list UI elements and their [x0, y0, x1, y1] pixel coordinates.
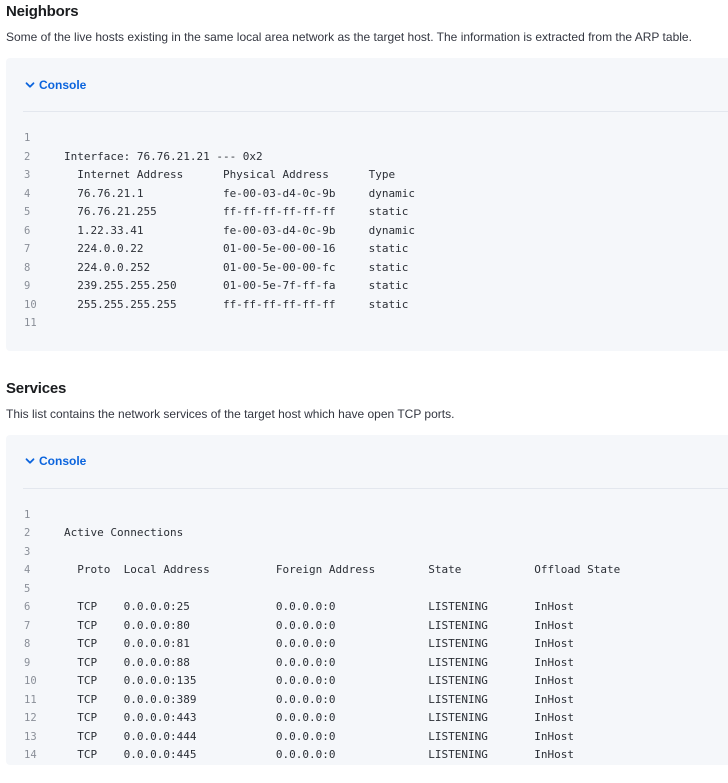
line-number: 8 — [24, 261, 31, 274]
line-number: 3 — [24, 545, 31, 558]
neighbors-description: Some of the live hosts existing in the same local area network as the target host. The information is extracted from the ARP table. — [6, 30, 692, 44]
line-number: 2 — [24, 527, 31, 539]
line-number: 12 — [24, 712, 37, 724]
code-line — [6, 240, 728, 259]
line-number: 5 — [24, 582, 31, 595]
code-line — [6, 222, 728, 241]
line-text: Internet Address Physical Address Type — [64, 168, 396, 181]
code-line — [6, 314, 728, 333]
code-line — [6, 580, 728, 599]
line-number: 2 — [24, 150, 31, 163]
line-number: 4 — [24, 187, 31, 200]
line-number: 10 — [24, 675, 37, 687]
line-number: 7 — [24, 243, 31, 255]
code-line — [6, 672, 728, 691]
services-console-toggle[interactable]: Console — [39, 454, 87, 468]
line-number: 3 — [24, 169, 31, 181]
line-text: TCP 0.0.0.0:444 0.0.0.0:0 LISTENING InHost — [64, 729, 574, 743]
line-text: 224.0.0.22 01-00-5e-00-00-16 static — [64, 242, 409, 255]
line-text: Active Connections — [64, 526, 184, 539]
line-text: Proto Local Address Foreign Address State Offload State — [64, 563, 621, 576]
neighbors-console — [6, 58, 728, 351]
code-line — [6, 635, 728, 654]
services-code-block — [6, 489, 728, 765]
code-line — [6, 691, 728, 710]
line-text: TCP 0.0.0.0:81 0.0.0.0:0 LISTENING InHost — [64, 637, 574, 650]
code-line — [6, 561, 728, 580]
code-line — [6, 277, 728, 296]
code-line — [6, 709, 728, 728]
line-text: TCP 0.0.0.0:443 0.0.0.0:0 LISTENING InHost — [64, 711, 574, 724]
line-number: 10 — [24, 298, 37, 311]
services-console-header[interactable] — [23, 435, 728, 489]
neighbors-console-header[interactable] — [23, 58, 728, 112]
line-text: 76.76.21.255 ff-ff-ff-ff-ff-ff static — [64, 205, 409, 218]
line-number: 8 — [24, 638, 31, 650]
line-number: 4 — [24, 564, 31, 576]
code-line — [6, 543, 728, 562]
services-title: Services — [6, 379, 67, 397]
neighbors-title: Neighbors — [6, 3, 79, 20]
line-text: TCP 0.0.0.0:25 0.0.0.0:0 LISTENING InHost — [64, 600, 574, 613]
line-text: TCP 0.0.0.0:135 0.0.0.0:0 LISTENING InHost — [64, 674, 574, 687]
neighbors-console-toggle[interactable]: Console — [39, 77, 87, 92]
code-line — [6, 203, 728, 222]
line-number: 6 — [24, 224, 31, 237]
code-line — [6, 166, 728, 185]
line-number: 7 — [24, 619, 31, 632]
services-description: This list contains the network services of the target host which have open TCP ports. — [6, 406, 455, 421]
line-number: 11 — [24, 317, 37, 329]
line-text: 76.76.21.1 fe-00-03-d4-0c-9b dynamic — [64, 186, 415, 200]
line-text: TCP 0.0.0.0:80 0.0.0.0:0 LISTENING InHost — [64, 618, 574, 632]
line-number: 9 — [24, 280, 31, 292]
line-number: 1 — [24, 132, 31, 144]
line-number: 5 — [24, 206, 31, 218]
chevron-down-icon[interactable] — [23, 454, 37, 468]
code-line — [6, 296, 728, 315]
line-number: 1 — [24, 508, 31, 521]
line-text: Interface: 76.76.21.21 --- 0x2 — [64, 149, 263, 163]
code-line — [6, 728, 728, 747]
neighbors-code-block — [6, 112, 728, 333]
line-text: 255.255.255.255 ff-ff-ff-ff-ff-ff static — [64, 297, 409, 311]
line-number: 14 — [24, 749, 37, 761]
line-number: 13 — [24, 730, 37, 743]
code-line — [6, 129, 728, 148]
line-text: TCP 0.0.0.0:445 0.0.0.0:0 LISTENING InHost — [64, 748, 574, 761]
line-text: TCP 0.0.0.0:389 0.0.0.0:0 LISTENING InHost — [64, 692, 574, 706]
line-number: 9 — [24, 656, 31, 669]
code-line — [6, 259, 728, 278]
line-text: 239.255.255.250 01-00-5e-7f-ff-fa static — [64, 279, 409, 292]
line-text: 224.0.0.252 01-00-5e-00-00-fc static — [64, 260, 409, 274]
code-line — [6, 617, 728, 636]
line-text: 1.22.33.41 fe-00-03-d4-0c-9b dynamic — [64, 223, 415, 237]
line-number: 11 — [24, 693, 37, 706]
code-line — [6, 746, 728, 765]
line-number: 6 — [24, 601, 31, 613]
line-text: TCP 0.0.0.0:88 0.0.0.0:0 LISTENING InHost — [64, 655, 574, 669]
code-line — [6, 506, 728, 525]
chevron-down-icon[interactable] — [23, 78, 37, 92]
code-line — [6, 654, 728, 673]
code-line — [6, 185, 728, 204]
code-line — [6, 598, 728, 617]
services-console — [6, 435, 728, 765]
code-line — [6, 524, 728, 543]
code-line — [6, 148, 728, 167]
